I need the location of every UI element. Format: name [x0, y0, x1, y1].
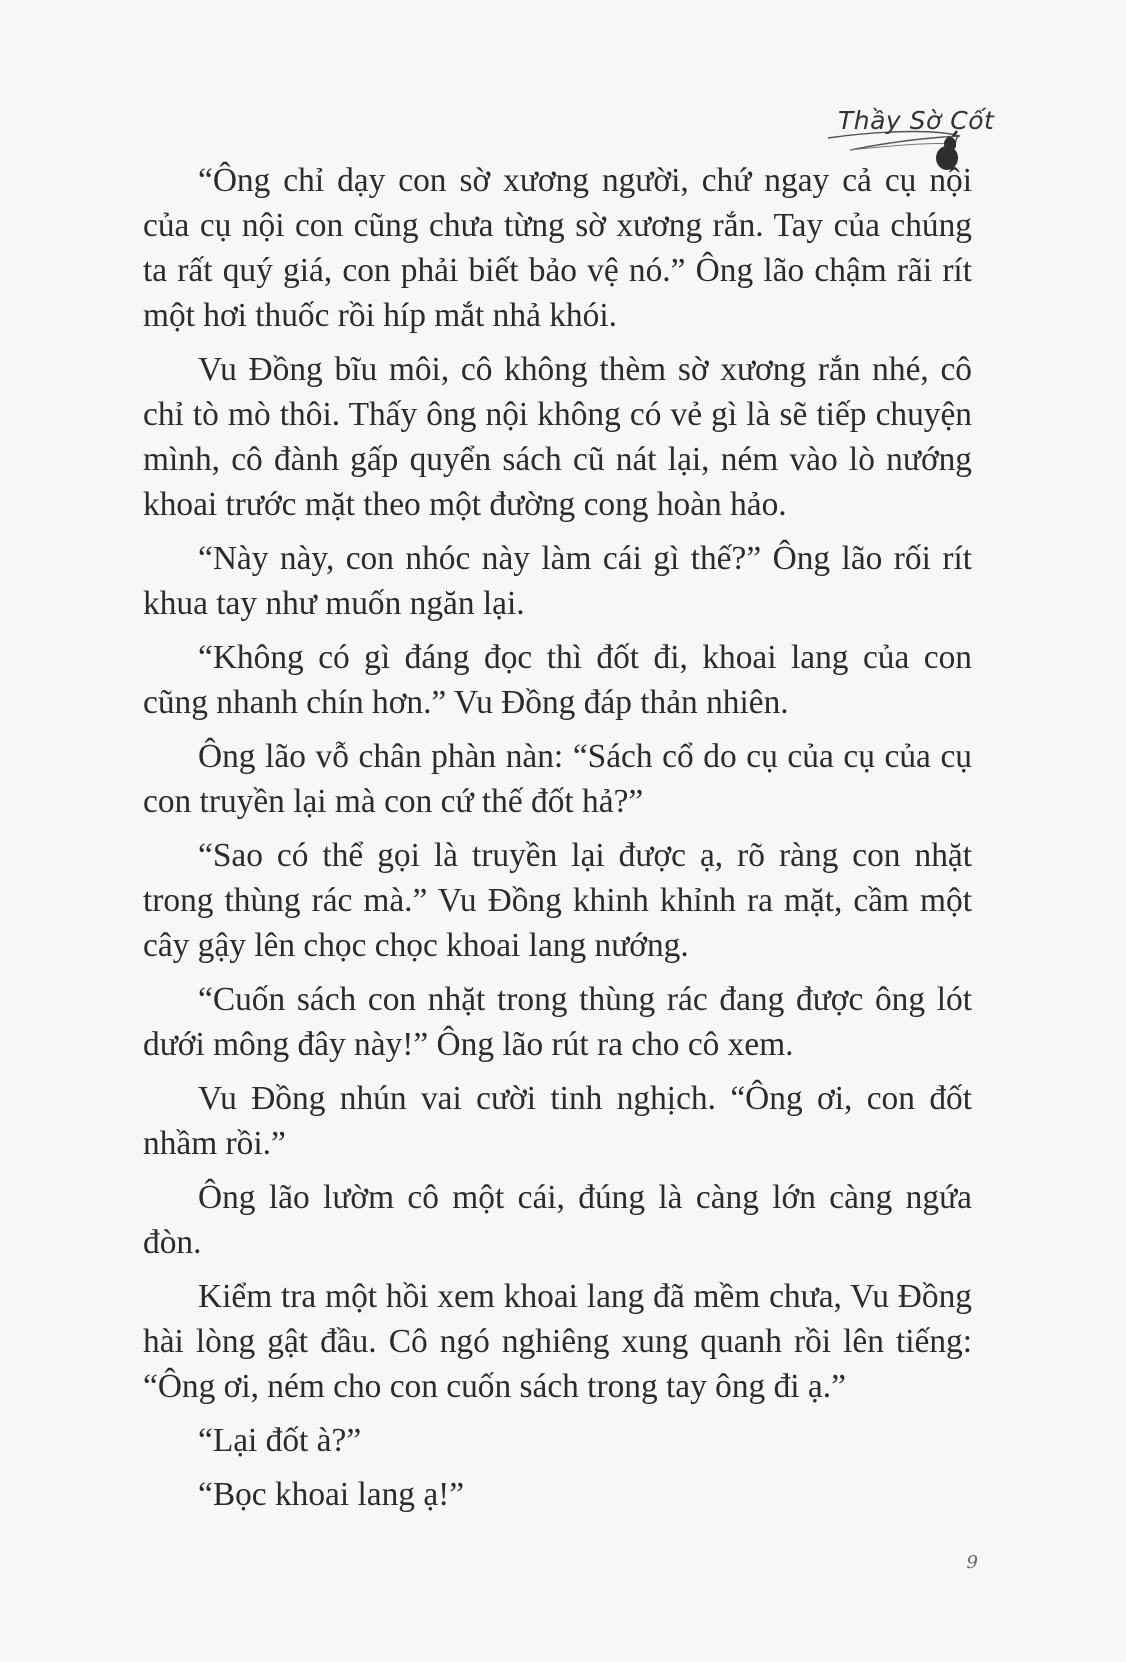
- paragraph: Ông lão lườm cô một cái, đúng là càng lớn càng ngứa đòn.: [143, 1179, 972, 1261]
- paragraph: “Này này, con nhóc này làm cái gì thế?” Ông lão rối rít khua tay như muốn ngăn lại.: [143, 540, 972, 622]
- paragraph: Vu Đồng bĩu môi, cô không thèm sờ xương rắn nhé, cô chỉ tò mò thôi. Thấy ông nội không có vẻ gì là sẽ tiếp chuyện mình, cô đành gấp quyển sách cũ nát lại, ném vào lò nướng khoai trước mặt theo một đường cong hoàn hảo.: [143, 351, 972, 523]
- body-text: [143, 158, 972, 1526]
- paragraph: Kiểm tra một hồi xem khoai lang đã mềm chưa, Vu Đồng hài lòng gật đầu. Cô ngó nghiêng xung quanh rồi lên tiếng: “Ông ơi, ném cho con cuốn sách trong tay ông đi ạ.”: [143, 1278, 972, 1405]
- paragraph: Ông lão vỗ chân phàn nàn: “Sách cổ do cụ của cụ của cụ con truyền lại mà con cứ thế đốt hả?”: [143, 738, 972, 820]
- paragraph: Vu Đồng nhún vai cười tinh nghịch. “Ông ơi, con đốt nhầm rồi.”: [143, 1080, 972, 1162]
- running-head-title: Thầy Sờ Cốt: [838, 106, 995, 135]
- paragraph: “Ông chỉ dạy con sờ xương người, chứ ngay cả cụ nội của cụ nội con cũng chưa từng sờ xương rắn. Tay của chúng ta rất quý giá, con phải biết bảo vệ nó.” Ông lão chậm rãi rít một hơi thuốc rồi híp mắt nhả khói.: [143, 162, 972, 334]
- paragraph: “Lại đốt à?”: [198, 1422, 362, 1459]
- paragraph: “Sao có thể gọi là truyền lại được ạ, rõ ràng con nhặt trong thùng rác mà.” Vu Đồng khinh khỉnh ra mặt, cầm một cây gậy lên chọc chọc khoai lang nướng.: [143, 837, 972, 964]
- paragraph: “Không có gì đáng đọc thì đốt đi, khoai lang của con cũng nhanh chín hơn.” Vu Đồng đáp thản nhiên.: [143, 639, 972, 721]
- paragraph: “Bọc khoai lang ạ!”: [198, 1476, 465, 1513]
- paragraph: “Cuốn sách con nhặt trong thùng rác đang được ông lót dưới mông đây này!” Ông lão rút ra cho cô xem.: [143, 981, 972, 1063]
- page-number: 9: [966, 1552, 978, 1573]
